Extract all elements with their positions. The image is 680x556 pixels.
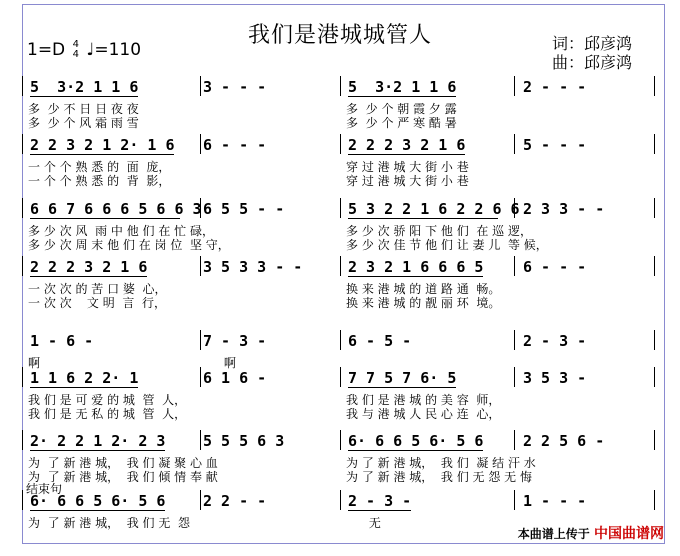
bar-line bbox=[340, 490, 341, 510]
lyric-segment: 多 少 不 日 日 夜 夜 bbox=[28, 102, 139, 116]
measure-notes: 2 - 3 - bbox=[523, 332, 587, 350]
key-signature: 1=D bbox=[27, 40, 66, 60]
measure-notes: 2 3 3 - - bbox=[523, 200, 605, 218]
bar-line bbox=[514, 256, 515, 276]
measure-notes: 7 7 5 7 6· 5 bbox=[348, 369, 457, 387]
measure-notes: 2 - 3 - bbox=[348, 492, 412, 510]
bar-line bbox=[200, 490, 201, 510]
lyric-segment: 穿 过 港 城 大 街 小 巷 bbox=[346, 174, 469, 188]
measure-notes: 6· 6 6 5 6· 5 6 bbox=[30, 492, 166, 510]
lyric-segment: 我 们 是 港 城 的 美 容 师， bbox=[346, 393, 501, 407]
bar-line bbox=[22, 198, 23, 218]
score-row bbox=[22, 367, 665, 433]
measure-notes: 6 - 5 - bbox=[348, 332, 412, 350]
measure-notes: 2· 2 2 1 2· 2 3 bbox=[30, 432, 166, 450]
score-row bbox=[22, 198, 665, 264]
bar-line bbox=[340, 198, 341, 218]
lyric-segment: 啊 bbox=[28, 356, 41, 370]
lyric-segment: 多 少 次 骄 阳 下 他 们 在 巡 逻， bbox=[346, 224, 532, 238]
measure-notes: 3 5 3 - bbox=[523, 369, 587, 387]
beam-line bbox=[348, 218, 498, 219]
lyric-segment: 我 们 是 可 爱 的 城 管 人， bbox=[28, 393, 187, 407]
measure-notes: 5 3 2 2 1 6 2 2 6 6 bbox=[348, 200, 520, 218]
beam-line bbox=[30, 154, 174, 155]
bar-line bbox=[654, 490, 655, 510]
watermark-prefix: 本曲谱上传于 bbox=[517, 527, 590, 541]
measure-notes: 6 - - - bbox=[203, 136, 267, 154]
beam-line bbox=[30, 387, 138, 388]
measure-notes: 2 2 2 3 2 1 6 bbox=[348, 136, 466, 154]
page-title: 我们是港城城管人 bbox=[247, 23, 432, 48]
bar-line bbox=[340, 76, 341, 96]
measure-notes: 5 5 5 6 3 bbox=[203, 432, 285, 450]
bar-line bbox=[22, 490, 23, 510]
measure-notes: 1 - 6 - bbox=[30, 332, 94, 350]
notes-line bbox=[22, 490, 665, 512]
lyric-segment: 我 们 是 无 私 的 城 管 人， bbox=[28, 407, 187, 421]
measure-notes: 5 3·2 1 1 6 bbox=[348, 78, 457, 96]
bar-line bbox=[514, 134, 515, 154]
bar-line bbox=[514, 430, 515, 450]
lyric-segment: 换 来 港 城 的 道 路 通 畅。 bbox=[346, 282, 501, 296]
measure-notes: 2 2 - - bbox=[203, 492, 267, 510]
key-tempo bbox=[27, 40, 141, 60]
lyric-segment: 多 少 次 周 末 他 们 在 岗 位 坚 守， bbox=[28, 238, 230, 252]
lyric-segment: 为 了 新 港 城， 我 们 无 怨 bbox=[28, 516, 190, 530]
bar-line bbox=[654, 134, 655, 154]
measure-notes: 2 2 3 2 1 2· 1 6 bbox=[30, 136, 175, 154]
measure-notes: 2 2 5 6 - bbox=[523, 432, 605, 450]
watermark bbox=[518, 523, 664, 543]
measure-notes: 3 5 3 3 - - bbox=[203, 258, 303, 276]
watermark-brand: 中国曲谱网 bbox=[594, 526, 664, 542]
bar-line bbox=[514, 490, 515, 510]
measure-notes: 6 5 5 - - bbox=[203, 200, 285, 218]
notes-line bbox=[22, 256, 665, 278]
lyric-segment: 为 了 新 港 城， 我 们 无 怨 无 悔 bbox=[346, 470, 532, 484]
bar-line bbox=[22, 430, 23, 450]
bar-line bbox=[22, 134, 23, 154]
bar-line bbox=[22, 256, 23, 276]
coda-label: 结束句 bbox=[26, 482, 63, 496]
lyric-segment: 一 个 个 熟 悉 的 背 影， bbox=[28, 174, 171, 188]
bar-line bbox=[654, 367, 655, 387]
lyric-segment: 一 次 次 文 明 言 行， bbox=[28, 296, 166, 310]
measure-notes: 5 - - - bbox=[523, 136, 587, 154]
beam-line bbox=[30, 218, 180, 219]
score-row bbox=[22, 430, 665, 496]
measure-notes: 1 1 6 2 2· 1 bbox=[30, 369, 139, 387]
beam-line bbox=[30, 450, 165, 451]
bar-line bbox=[654, 256, 655, 276]
lyric-segment: 一 个 个 熟 悉 的 面 庞， bbox=[28, 160, 171, 174]
bar-line bbox=[22, 76, 23, 96]
bar-line bbox=[514, 367, 515, 387]
measure-notes: 1 - - - bbox=[523, 492, 587, 510]
lyric-segment: 无 bbox=[346, 516, 381, 530]
lyric-segment: 多 少 个 风 霜 雨 雪 bbox=[28, 116, 139, 130]
lyric-segment: 多 少 个 严 寒 酷 暑 bbox=[346, 116, 457, 130]
measure-notes: 2 - - - bbox=[523, 78, 587, 96]
measure-notes: 5 3·2 1 1 6 bbox=[30, 78, 139, 96]
score-row bbox=[22, 76, 665, 142]
beam-line bbox=[30, 276, 147, 277]
lyric-segment: 为 了 新 港 城， 我 们 凝 结 汗 水 bbox=[346, 456, 536, 470]
beam-line bbox=[348, 154, 465, 155]
bar-line bbox=[514, 76, 515, 96]
measure-notes: 3 - - - bbox=[203, 78, 267, 96]
bar-line bbox=[200, 430, 201, 450]
notes-line bbox=[22, 198, 665, 220]
lyric-segment: 为 了 新 港 城， 我 们 凝 聚 心 血 bbox=[28, 456, 218, 470]
lyric-segment: 换 来 港 城 的 靓 丽 环 境。 bbox=[346, 296, 501, 310]
beam-line bbox=[348, 510, 411, 511]
bar-line bbox=[200, 134, 201, 154]
measure-notes: 6 - - - bbox=[523, 258, 587, 276]
beam-line bbox=[348, 276, 483, 277]
lyric-segment: 一 次 次 的 苦 口 婆 心， bbox=[28, 282, 167, 296]
beam-line bbox=[348, 387, 456, 388]
score-row bbox=[22, 134, 665, 200]
time-sig-bottom: 4 bbox=[72, 49, 79, 60]
lyric-segment: 多 少 次 佳 节 他 们 让 妻 儿 等 候， bbox=[346, 238, 548, 252]
lyric-segment: 多 少 次 风 雨 中 他 们 在 忙 碌， bbox=[28, 224, 214, 238]
tempo: ♩=110 bbox=[86, 40, 142, 60]
beam-line bbox=[348, 96, 456, 97]
bar-line bbox=[200, 76, 201, 96]
beam-line bbox=[30, 96, 138, 97]
bar-line bbox=[654, 198, 655, 218]
score-row bbox=[22, 256, 665, 322]
notes-line bbox=[22, 330, 665, 352]
measure-notes: 6· 6 6 5 6· 5 6 bbox=[348, 432, 484, 450]
bar-line bbox=[200, 256, 201, 276]
bar-line bbox=[22, 367, 23, 387]
beam-line bbox=[30, 510, 165, 511]
measure-notes: 7 - 3 - bbox=[203, 332, 267, 350]
bar-line bbox=[514, 330, 515, 350]
lyric-segment: 我 与 港 城 人 民 心 连 心， bbox=[346, 407, 501, 421]
notes-line bbox=[22, 134, 665, 156]
bar-line bbox=[654, 430, 655, 450]
bar-line bbox=[200, 330, 201, 350]
bar-line bbox=[200, 367, 201, 387]
time-signature bbox=[73, 40, 79, 60]
lyric-segment: 多 少 个 朝 霞 夕 露 bbox=[346, 102, 457, 116]
measure-notes: 2 3 2 1 6 6 6 5 bbox=[348, 258, 484, 276]
notes-line bbox=[22, 367, 665, 389]
notes-line bbox=[22, 76, 665, 98]
notes-line bbox=[22, 430, 665, 452]
lyric-segment: 为 了 新 港 城， 我 们 倾 情 奉 献 bbox=[28, 470, 218, 484]
bar-line bbox=[340, 134, 341, 154]
bar-line bbox=[654, 330, 655, 350]
time-sig-top: 4 bbox=[72, 39, 79, 50]
composer: 曲：邱彦鸿 bbox=[552, 53, 633, 72]
beam-line bbox=[348, 450, 483, 451]
bar-line bbox=[340, 367, 341, 387]
bar-line bbox=[340, 430, 341, 450]
measure-notes: 6 1 6 - bbox=[203, 369, 267, 387]
lyricist: 词：邱彦鸿 bbox=[552, 34, 633, 53]
bar-line bbox=[654, 76, 655, 96]
measure-notes: 2 2 2 3 2 1 6 bbox=[30, 258, 148, 276]
bar-line bbox=[340, 256, 341, 276]
lyric-segment: 啊 bbox=[201, 356, 236, 370]
lyric-segment: 穿 过 港 城 大 街 小 巷 bbox=[346, 160, 469, 174]
measure-notes: 6 6 7 6 6 6 5 6 6 3 bbox=[30, 200, 202, 218]
bar-line bbox=[340, 330, 341, 350]
